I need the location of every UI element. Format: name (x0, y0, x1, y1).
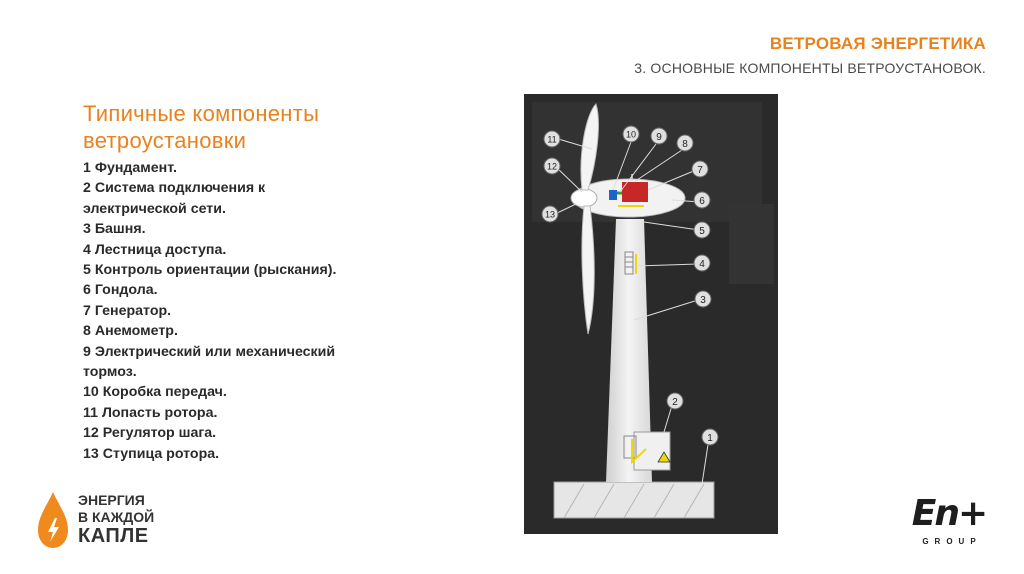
heading-line-1: Типичные компоненты (83, 101, 320, 126)
heading-line-2: ветроустановки (83, 128, 247, 153)
list-item: 2 Система подключения к (83, 180, 266, 197)
components-text (83, 100, 413, 464)
slide-header (634, 34, 986, 76)
list-item: тормоз. (83, 364, 137, 381)
grid-connection-box (634, 432, 670, 470)
list-item: 13 Ступица ротора. (83, 445, 220, 462)
list-item: 11 Лопасть ротора. (83, 404, 218, 421)
label-2: 2 (672, 397, 678, 408)
label-5: 5 (699, 226, 705, 237)
label-4: 4 (699, 259, 705, 270)
label-11: 11 (547, 134, 557, 145)
list-item: 4 Лестница доступа. (83, 241, 227, 258)
label-8: 8 (682, 139, 688, 150)
brand-group: GROUP (922, 537, 982, 546)
label-13: 13 (544, 209, 556, 220)
components-heading (83, 100, 413, 154)
rotor-blade (582, 206, 594, 334)
gearbox (609, 190, 617, 200)
background-panel (729, 204, 774, 284)
slogan-logo (36, 490, 176, 550)
list-item: 3 Башня. (83, 221, 146, 238)
label-9: 9 (656, 132, 662, 143)
list-item: 5 Контроль ориентации (рыскания). (83, 262, 337, 279)
foundation (554, 482, 714, 518)
label-10: 10 (625, 129, 637, 140)
components-list (83, 158, 413, 464)
drop-icon (36, 490, 70, 550)
label-1: 1 (707, 433, 713, 444)
wind-turbine-diagram (524, 94, 778, 534)
turbine-svg (524, 94, 778, 534)
label-3: 3 (700, 295, 706, 306)
slide-title: ВЕТРОВАЯ ЭНЕРГЕТИКА (769, 34, 986, 53)
slogan-line-3: КАПЛЕ (78, 525, 149, 547)
list-item: 10 Коробка передач. (83, 384, 227, 401)
slide-subtitle: 3. ОСНОВНЫЕ КОМПОНЕНТЫ ВЕТРОУСТАНОВОК. (634, 60, 986, 76)
slogan-line-2: В КАЖДОЙ (78, 509, 155, 525)
label-6: 6 (699, 196, 705, 207)
list-item: 12 Регулятор шага. (83, 425, 217, 442)
list-item: 7 Генератор. (83, 302, 172, 319)
label-12: 12 (546, 161, 558, 172)
list-item: 9 Электрический или механический (83, 343, 336, 360)
en-plus-group-logo (904, 495, 994, 551)
slogan-line-1: ЭНЕРГИЯ (78, 492, 145, 508)
slogan-text (78, 492, 154, 547)
list-item: 6 Гондола. (83, 282, 158, 299)
label-7: 7 (697, 165, 703, 176)
list-item: электрической сети. (83, 200, 226, 217)
list-item: 1 Фундамент. (83, 160, 177, 176)
generator (622, 182, 648, 202)
list-item: 8 Анемометр. (83, 323, 178, 340)
brand-mark: En+ (911, 493, 987, 534)
